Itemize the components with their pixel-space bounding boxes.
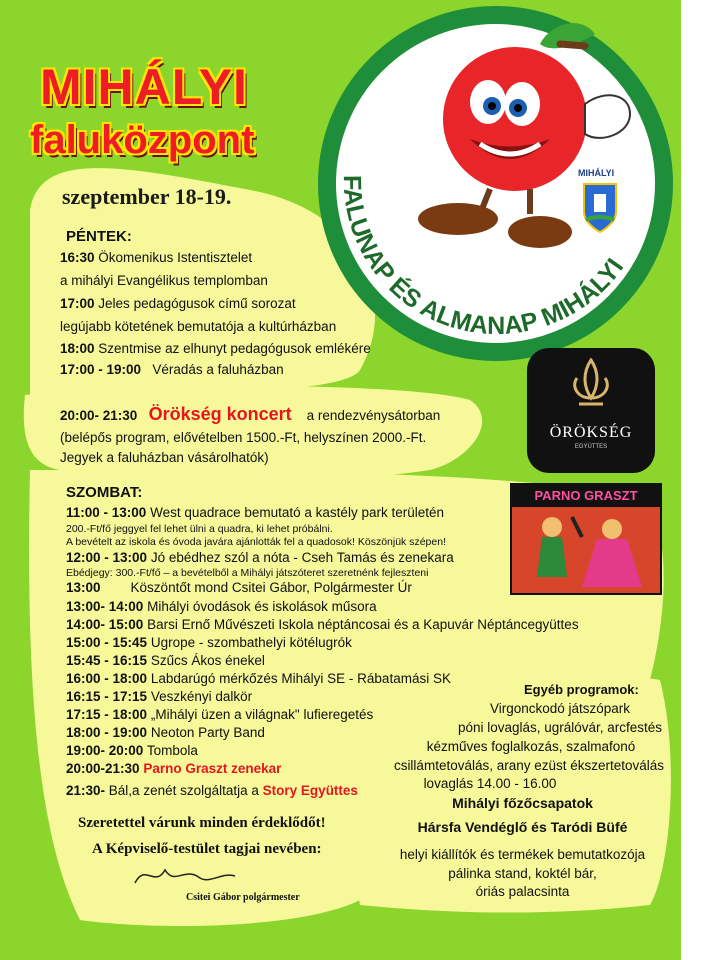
fleur-de-lis-icon: [567, 358, 615, 418]
orokseg-logo-subtext: EGYÜTTES: [574, 444, 608, 450]
event-text: Tombola: [146, 743, 198, 758]
list-item: A bevételt az iskola és óvoda javára ajánlották fel a quadosok! Köszönjük szépen!: [66, 536, 446, 548]
list-item: [66, 599, 377, 614]
list-item: póni lovaglás, ugrálóvár, arcfestés: [457, 720, 663, 735]
food-line-2: Hársfa Vendéglő és Taródi Büfé: [417, 819, 628, 835]
list-item: [66, 653, 265, 668]
event-time: 20:00-21:30: [66, 761, 140, 776]
event-time: 16:00 - 18:00: [66, 671, 148, 686]
parno-logo-text: PARNO GRASZT: [512, 485, 660, 507]
apple-mascot-icon: [400, 4, 660, 264]
list-item: pálinka stand, koktél bár,: [448, 866, 597, 881]
list-item: [66, 505, 444, 520]
event-time: 19:00- 20:00: [66, 743, 144, 758]
event-text: Jeles pedagógusok című sorozat: [98, 296, 296, 311]
concert-name: Örökség koncert: [148, 404, 292, 424]
list-item: [66, 707, 373, 722]
orokseg-logo: [527, 348, 655, 473]
event-text: a mihályi Evangélikus templomban: [60, 273, 268, 288]
signature-name: Csitei Gábor polgármester: [186, 892, 300, 903]
event-time: 12:00 - 13:00: [66, 550, 148, 565]
list-item: óriás palacsinta: [475, 884, 570, 899]
crest-label: MIHÁLYI: [578, 168, 615, 178]
event-time: 15:00 - 15:45: [66, 635, 148, 650]
list-item: [60, 319, 336, 334]
other-programs-heading: Egyéb programok:: [524, 682, 639, 697]
event-time: 11:00 - 13:00: [66, 505, 147, 520]
list-item: [66, 783, 358, 798]
event-time: 15:45 - 16:15: [66, 653, 148, 668]
concert-place: a rendezvénysátorban: [306, 408, 441, 423]
event-time: 18:00 - 19:00: [66, 725, 148, 740]
event-text: Szentmise az elhunyt pedagógusok emlékére: [98, 341, 371, 356]
list-item: [66, 617, 579, 632]
concert-time: 20:00- 21:30: [60, 408, 138, 423]
list-item: [66, 671, 451, 686]
event-time: 16:30: [60, 250, 95, 265]
event-text: Barsi Ernő Művészeti Iskola néptáncosai és a Kapuvár Néptáncegyüttes: [147, 617, 579, 632]
list-item: [66, 689, 252, 704]
event-text: Bál,a zenét szolgáltatja a: [108, 783, 259, 798]
event-time: 13:00- 14:00: [66, 599, 144, 614]
council-text: A Képviselő-testület tagjai nevében:: [92, 841, 322, 857]
ring-text: FALUNAP ÉS ALMANAP MIHÁLYI: [337, 174, 630, 341]
welcome-text: Szeretettel várunk minden érdeklődőt!: [78, 815, 326, 831]
list-item: Virgonckodó játszópark: [489, 701, 631, 716]
list-item: [60, 341, 371, 356]
title-falukozpont: faluközpont: [30, 118, 255, 162]
event-text: Neoton Party Band: [150, 725, 265, 740]
list-item: [66, 725, 265, 740]
event-text: Ökomenikus Istentisztelet: [98, 250, 253, 265]
event-text: Jó ebédhez szól a nóta - Cseh Tamás és zenekara: [150, 550, 454, 565]
list-item: [66, 550, 454, 565]
list-item: [60, 273, 268, 288]
event-text: „Mihályi üzen a világnak" lufieregetés: [150, 707, 374, 722]
list-item: [60, 250, 252, 265]
event-text: legújabb kötetének bemutatója a kultúrházban: [60, 319, 337, 334]
list-item: kézműves foglalkozás, szalmafonó: [426, 739, 636, 754]
event-text: Ugrope - szombathelyi kötélugrók: [150, 635, 352, 650]
list-item: [60, 296, 296, 311]
event-date: szeptember 18-19.: [62, 184, 232, 209]
event-time: 18:00: [60, 341, 95, 356]
event-text: Labdarúgó mérkőzés Mihályi SE - Rábatamási SK: [150, 671, 451, 686]
concert-note-2: Jegyek a faluházban vásárolhatók): [60, 450, 269, 465]
saturday-heading: SZOMBAT:: [66, 484, 143, 501]
list-item: [66, 635, 352, 650]
event-time: 17:15 - 18:00: [66, 707, 148, 722]
list-item: helyi kiállítók és termékek bemutatkozója: [399, 847, 646, 862]
parno-graszt-logo: [510, 483, 662, 595]
list-item: [66, 743, 198, 758]
event-time: 16:15 - 17:15: [66, 689, 148, 704]
event-time: 17:00: [60, 296, 95, 311]
concert-row: [60, 404, 440, 425]
event-time: 21:30-: [66, 783, 106, 798]
event-time: 17:00 - 19:00: [60, 362, 142, 377]
dancers-illustration-icon: [512, 507, 660, 593]
event-text: West quadrace bemutató a kastély park területén: [150, 505, 444, 520]
event-highlight: Story Együttes: [262, 783, 358, 798]
event-time: 14:00- 15:00: [66, 617, 144, 632]
food-line-1: Mihályi főzőcsapatok: [452, 795, 593, 811]
event-text: Szűcs Ákos énekel: [150, 653, 265, 668]
list-item: 200.-Ft/fő jeggyel fel lehet ülni a quadra, ki lehet próbálni.: [66, 523, 333, 535]
list-item: Ebédjegy: 300.-Ft/fő – a bevételből a Mihályi játszóteret szeretnénk fejleszteni: [66, 567, 429, 579]
list-item: [66, 761, 281, 776]
event-time: 13:00: [66, 580, 101, 595]
event-text: Parno Graszt zenekar: [143, 761, 282, 776]
orokseg-logo-text: ÖRÖKSÉG: [549, 424, 633, 441]
signature-icon: [130, 858, 240, 892]
friday-heading: PÉNTEK:: [66, 228, 132, 245]
list-item: lovaglás 14.00 - 16.00: [423, 776, 557, 791]
coat-of-arms-icon: [582, 182, 618, 234]
concert-note-1: (belépős program, elővételben 1500.-Ft, helyszínen 2000.-Ft.: [60, 430, 427, 445]
event-text: Köszöntőt mond Csitei Gábor, Polgármester Úr: [130, 580, 412, 595]
event-text: Véradás a faluházban: [152, 362, 284, 377]
list-item: [66, 580, 412, 595]
event-text: Mihályi óvodások és iskolások műsora: [147, 599, 377, 614]
list-item: [60, 362, 284, 377]
list-item: csillámtetoválás, arany ezüst ékszertetoválás: [393, 758, 665, 773]
title-mihalyi: MIHÁLYI: [40, 59, 248, 115]
event-text: Veszkényi dalkör: [150, 689, 253, 704]
